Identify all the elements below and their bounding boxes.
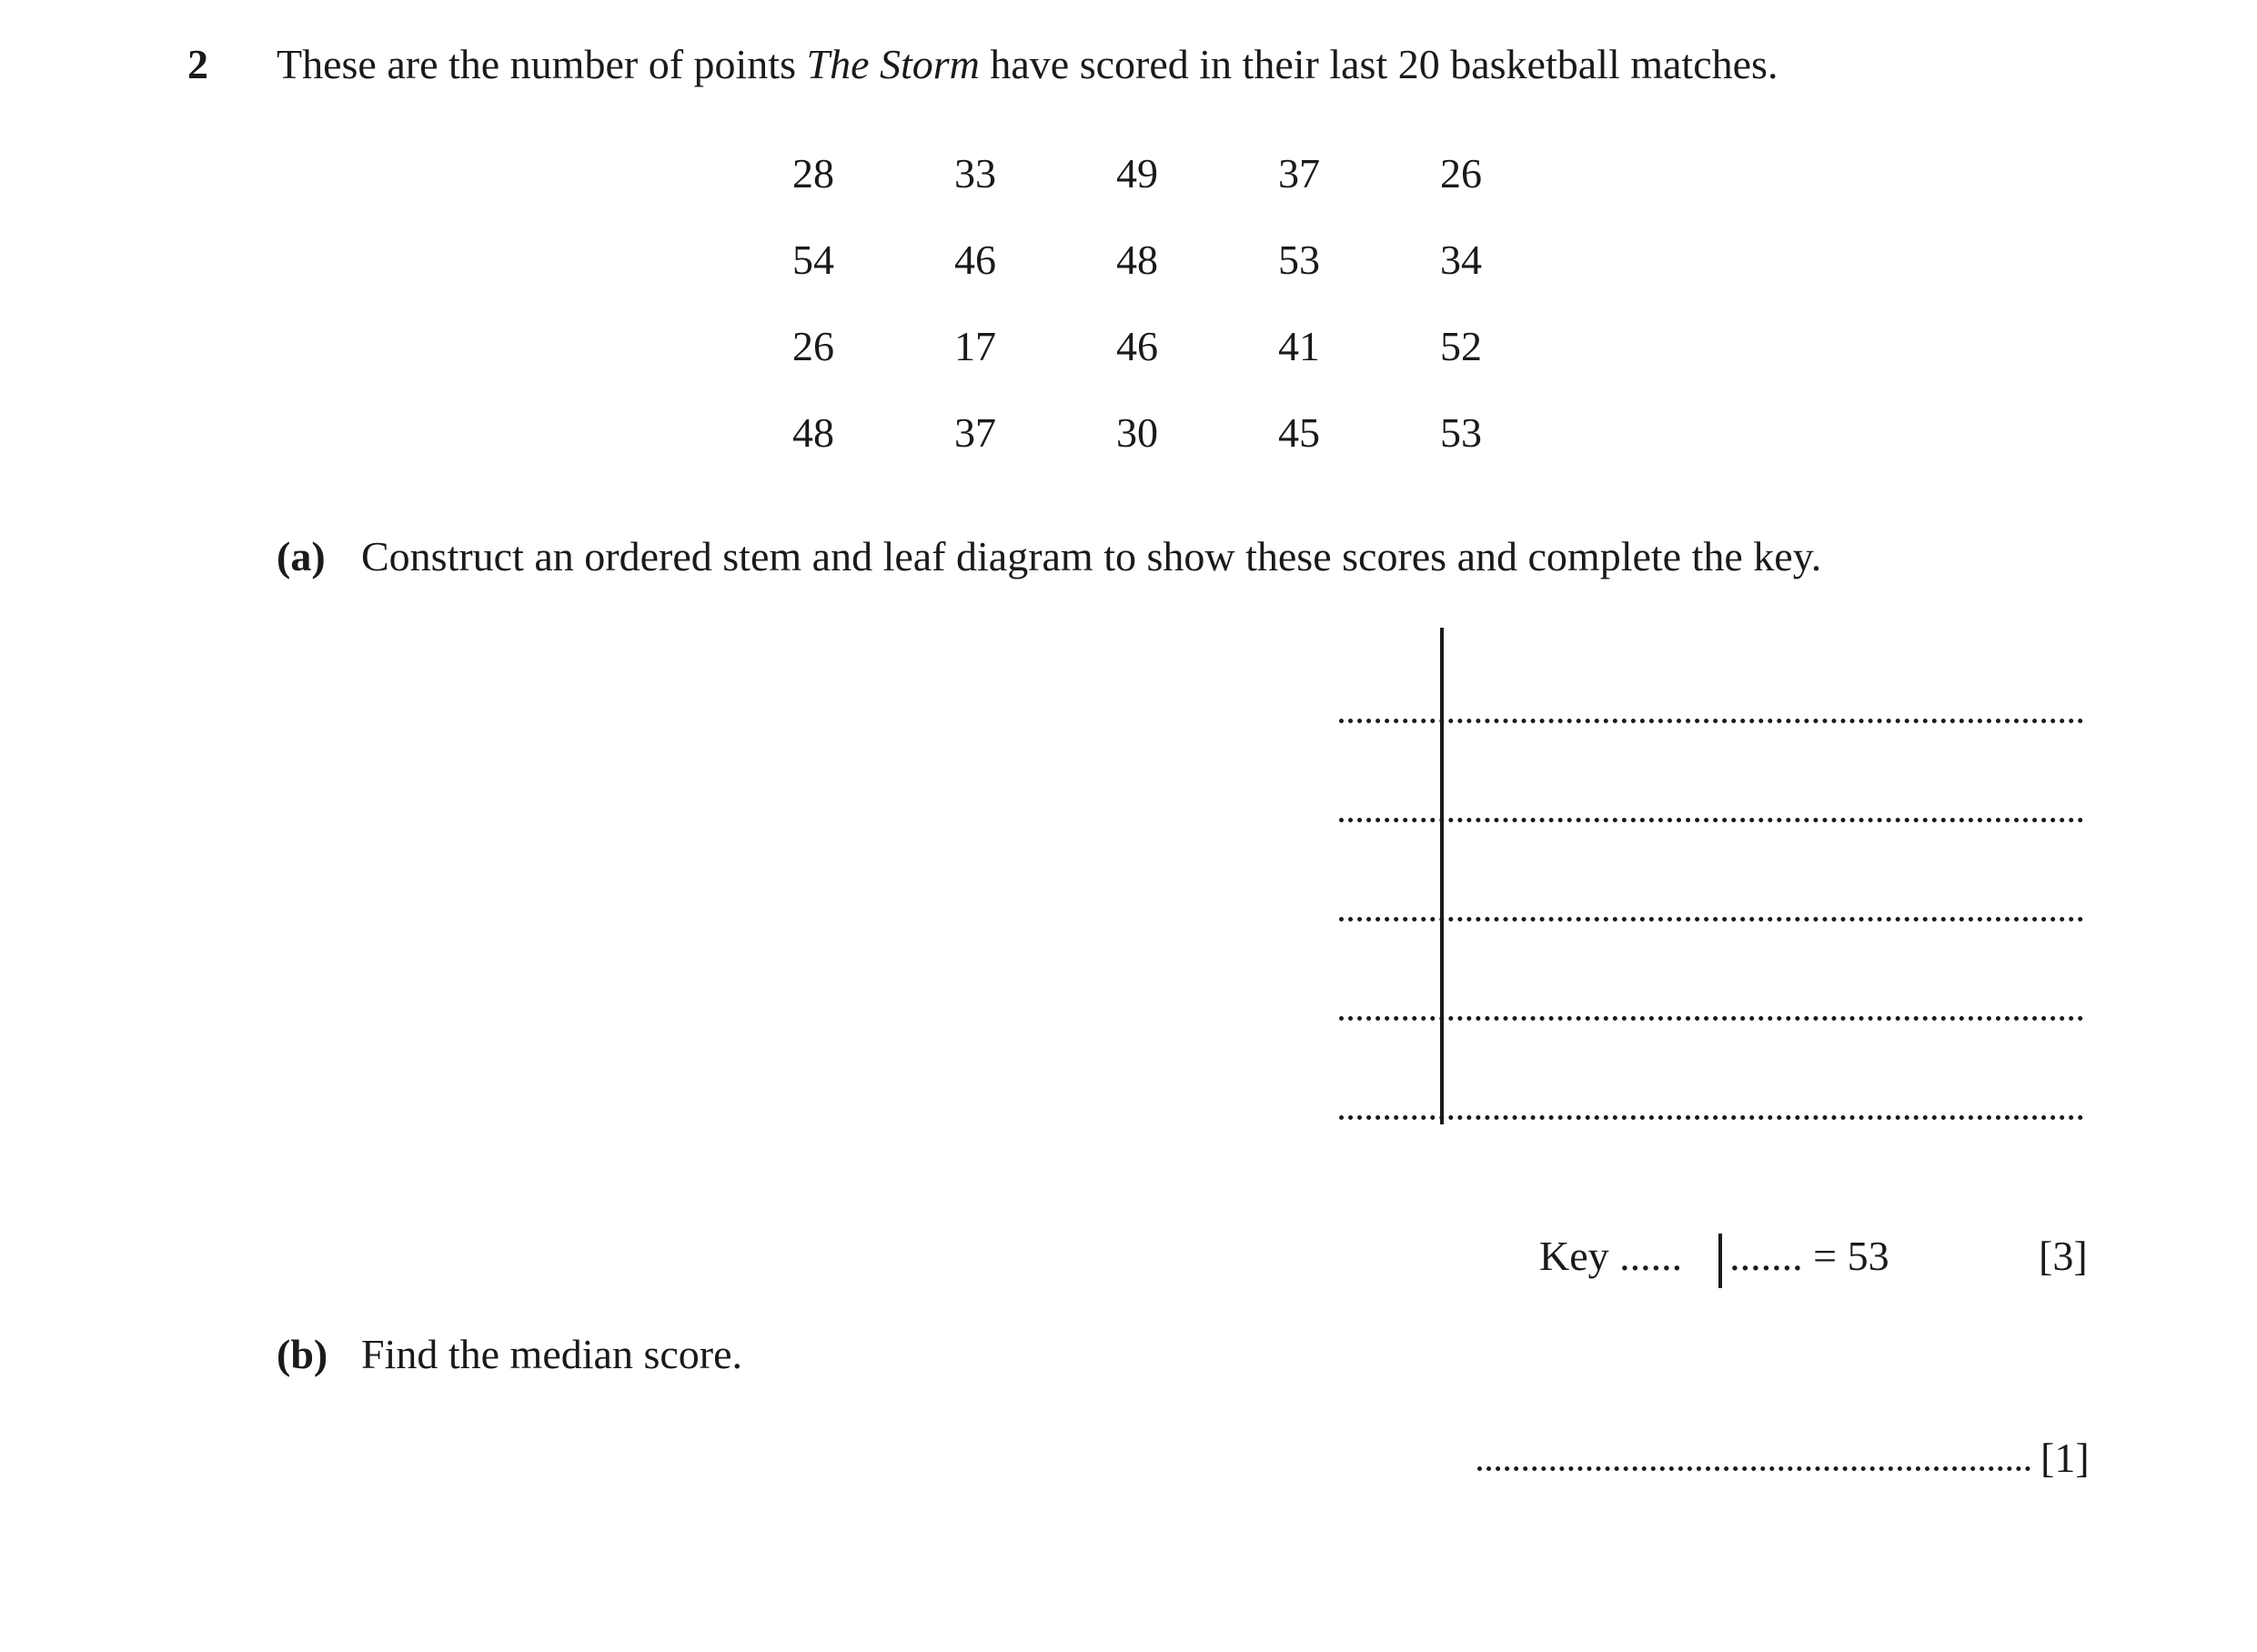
key-suffix: ....... = 53 [1729, 1233, 1889, 1279]
median-answer-line[interactable] [1477, 1466, 2030, 1471]
score-value: 54 [792, 237, 834, 283]
score-value: 49 [1116, 150, 1158, 196]
score-value: 41 [1278, 323, 1320, 369]
score-value: 53 [1440, 409, 1482, 456]
part-b-instruction: Find the median score. [361, 1331, 743, 1377]
score-value: 37 [1278, 150, 1320, 196]
part-a-label: (a) [277, 533, 326, 579]
score-value: 26 [792, 323, 834, 369]
score-value: 46 [954, 237, 996, 283]
key-divider [1718, 1234, 1722, 1288]
score-value: 33 [954, 150, 996, 196]
score-value: 26 [1440, 150, 1482, 196]
score-value: 46 [1116, 323, 1158, 369]
stem-leaf-answer-line[interactable] [1339, 1016, 2083, 1021]
score-value: 45 [1278, 409, 1320, 456]
part-b-label: (b) [277, 1331, 328, 1377]
stem-leaf-divider [1440, 628, 1444, 1124]
part-b-marks: [1] [2040, 1435, 2090, 1481]
score-value: 34 [1440, 237, 1482, 283]
score-value: 17 [954, 323, 996, 369]
intro-text-before: These are the number of points [277, 41, 807, 87]
score-value: 30 [1116, 409, 1158, 456]
score-value: 48 [1116, 237, 1158, 283]
part-a-instruction: Construct an ordered stem and leaf diagram to show these scores and complete the key. [361, 533, 1822, 579]
stem-leaf-answer-line[interactable] [1339, 917, 2083, 922]
team-name: The Storm [806, 41, 980, 87]
score-value: 37 [954, 409, 996, 456]
score-value: 52 [1440, 323, 1482, 369]
part-a-marks: [3] [2039, 1233, 2088, 1279]
stem-leaf-answer-line[interactable] [1339, 818, 2083, 822]
key-prefix: Key ...... [1539, 1233, 1683, 1279]
question-number: 2 [187, 41, 208, 87]
key-line[interactable] [1539, 1232, 1889, 1280]
stem-leaf-answer-line[interactable] [1339, 1115, 2083, 1120]
score-value: 48 [792, 409, 834, 456]
stem-leaf-answer-line[interactable] [1339, 719, 2083, 723]
intro-text-after: have scored in their last 20 basketball matches. [979, 41, 1778, 87]
score-value: 28 [792, 150, 834, 196]
score-value: 53 [1278, 237, 1320, 283]
